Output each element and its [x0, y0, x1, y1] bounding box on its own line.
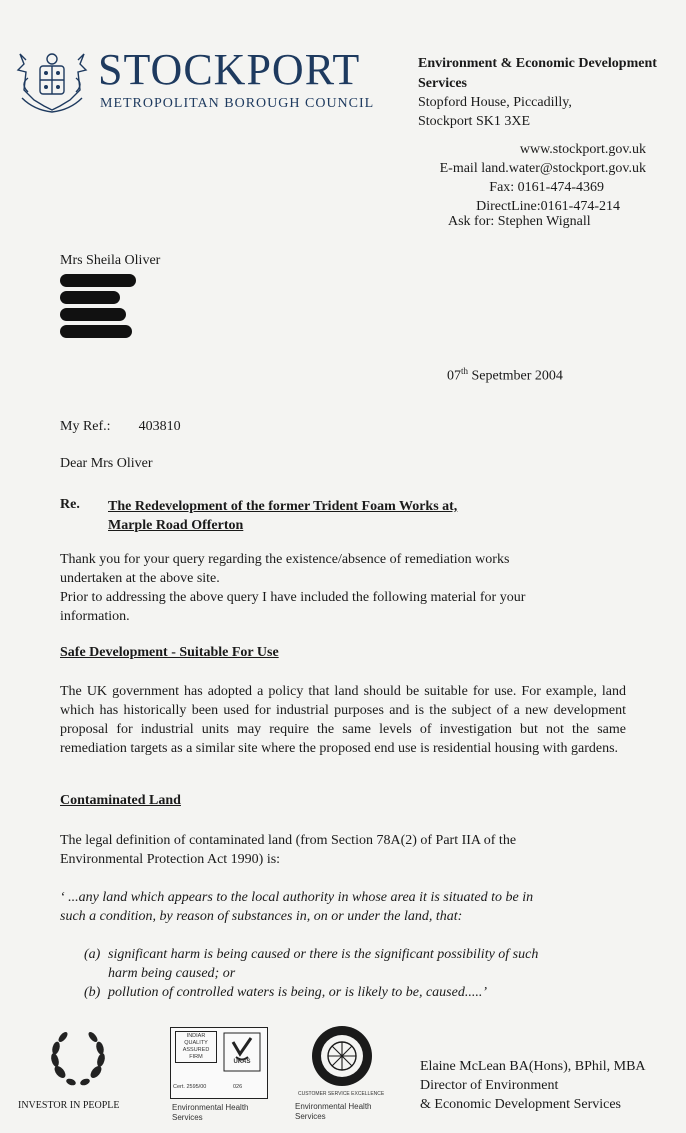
ask-for: Ask for: Stephen Wignall: [448, 214, 591, 229]
redacted-line: [60, 291, 120, 304]
section-heading: Contaminated Land: [60, 793, 181, 808]
investor-in-people-label: INVESTOR IN PEOPLE: [18, 1100, 120, 1111]
environmental-health-label: [295, 1102, 371, 1122]
address-line: Stopford House, Piccadilly,: [418, 95, 572, 110]
label-line: Environmental Health: [295, 1102, 372, 1111]
recipient-block: [60, 251, 160, 340]
cert-number: Cert. 2595/00: [173, 1084, 207, 1090]
badge-text: INDIAR: [186, 1033, 206, 1039]
text-line: Prior to addressing the above query I have included the following material for your: [60, 590, 526, 605]
date-day: 07: [447, 368, 461, 384]
reference-value: 403810: [138, 419, 181, 434]
definition-paragraph: [60, 831, 626, 869]
label-line: Environmental Health: [172, 1103, 249, 1112]
council-crest-icon: [14, 50, 90, 116]
salutation: Dear Mrs Oliver: [60, 456, 153, 471]
charter-mark-icon: [310, 1024, 374, 1088]
cert-code: 026: [233, 1084, 243, 1090]
label-line: Services: [295, 1112, 326, 1121]
recipient-name: Mrs Sheila Oliver: [60, 253, 161, 268]
badge-text: FIRM: [189, 1054, 203, 1060]
badge-text: ASSURED: [182, 1047, 210, 1053]
signatory-title: & Economic Development Services: [420, 1097, 621, 1112]
section-heading: Safe Development - Suitable For Use: [60, 645, 279, 660]
signatory-block: [420, 1057, 646, 1114]
address-line: Stockport SK1 3XE: [418, 114, 530, 129]
website-link[interactable]: www.stockport.gov.uk: [519, 142, 646, 157]
quality-badge: [170, 1027, 268, 1099]
item-label: (a): [84, 947, 101, 962]
department-name: [418, 54, 686, 94]
laurel-wreath-icon: [46, 1028, 110, 1090]
text-line: pollution of controlled waters is being, or is likely to be, caused.....’: [108, 985, 487, 1000]
contact-block: [440, 140, 646, 216]
letter-date: [447, 366, 563, 385]
council-name: STOCKPORT: [98, 45, 361, 94]
redacted-line: [60, 325, 132, 338]
department-address: [418, 93, 572, 131]
date-rest: Sepetmber 2004: [468, 368, 563, 384]
ukas-tick-icon: [223, 1032, 261, 1072]
label-line: Services: [172, 1113, 203, 1122]
ukas-label: UKAS: [233, 1059, 251, 1065]
direct-line: DirectLine:0161-474-214: [476, 199, 620, 214]
redacted-line: [60, 274, 136, 287]
text-line: significant harm is being caused or there is the significant possibility of such: [108, 947, 539, 962]
environmental-health-label: [172, 1103, 248, 1123]
text-line: undertaken at the above site.: [60, 571, 220, 586]
reference-label: My Ref.:: [60, 419, 111, 434]
reference: [60, 419, 181, 435]
text-line: Environmental Protection Act 1990) is:: [60, 852, 281, 867]
subject-line-2: Marple Road Offerton: [108, 518, 244, 533]
subject-line-1: The Redevelopment of the former Trident Foam Works at,: [108, 499, 458, 514]
department-line: Environment & Economic Development: [418, 56, 657, 71]
text-line: ‘ ...any land which appears to the local authority in whose area it is situated to be in: [60, 890, 534, 905]
signatory-title: Director of Environment: [420, 1078, 559, 1093]
quote-item-b: [84, 983, 624, 1002]
council-subtitle: METROPOLITAN BOROUGH COUNCIL: [100, 96, 375, 111]
signatory-name: Elaine McLean BA(Hons), BPhil, MBA: [420, 1059, 646, 1074]
department-line: Services: [418, 76, 467, 91]
date-suffix: th: [461, 366, 469, 376]
fax-number: Fax: 0161-474-4369: [489, 180, 604, 195]
subject-line: [108, 497, 457, 535]
badge-text: QUALITY: [184, 1040, 208, 1046]
text-line: harm being caused; or: [108, 966, 236, 981]
customer-service-label: CUSTOMER SERVICE EXCELLENCE: [298, 1091, 385, 1097]
redacted-line: [60, 308, 126, 321]
text-line: Thank you for your query regarding the existence/absence of remediation works: [60, 552, 510, 567]
quote-item-a: [84, 945, 624, 983]
item-label: (b): [84, 985, 101, 1000]
subject-label: Re.: [60, 497, 80, 512]
text-line: such a condition, by reason of substances in, on or under the land, that:: [60, 909, 463, 924]
policy-paragraph: The UK government has adopted a policy that land should be suitable for use. For example, land which has historically been used for industrial purposes and is the subject of a new development proposal for industrial units may require the same levels of investigation but not the same remediation targets as a similar site where the proposed end use is residential housing with gardens.: [60, 684, 626, 756]
text-line: information.: [60, 609, 130, 624]
legal-quote: [60, 888, 626, 926]
text-line: The legal definition of contaminated land (from Section 78A(2) of Part IIA of the: [60, 833, 517, 848]
email-link[interactable]: E-mail land.water@stockport.gov.uk: [439, 161, 646, 176]
intro-paragraph: [60, 550, 626, 626]
